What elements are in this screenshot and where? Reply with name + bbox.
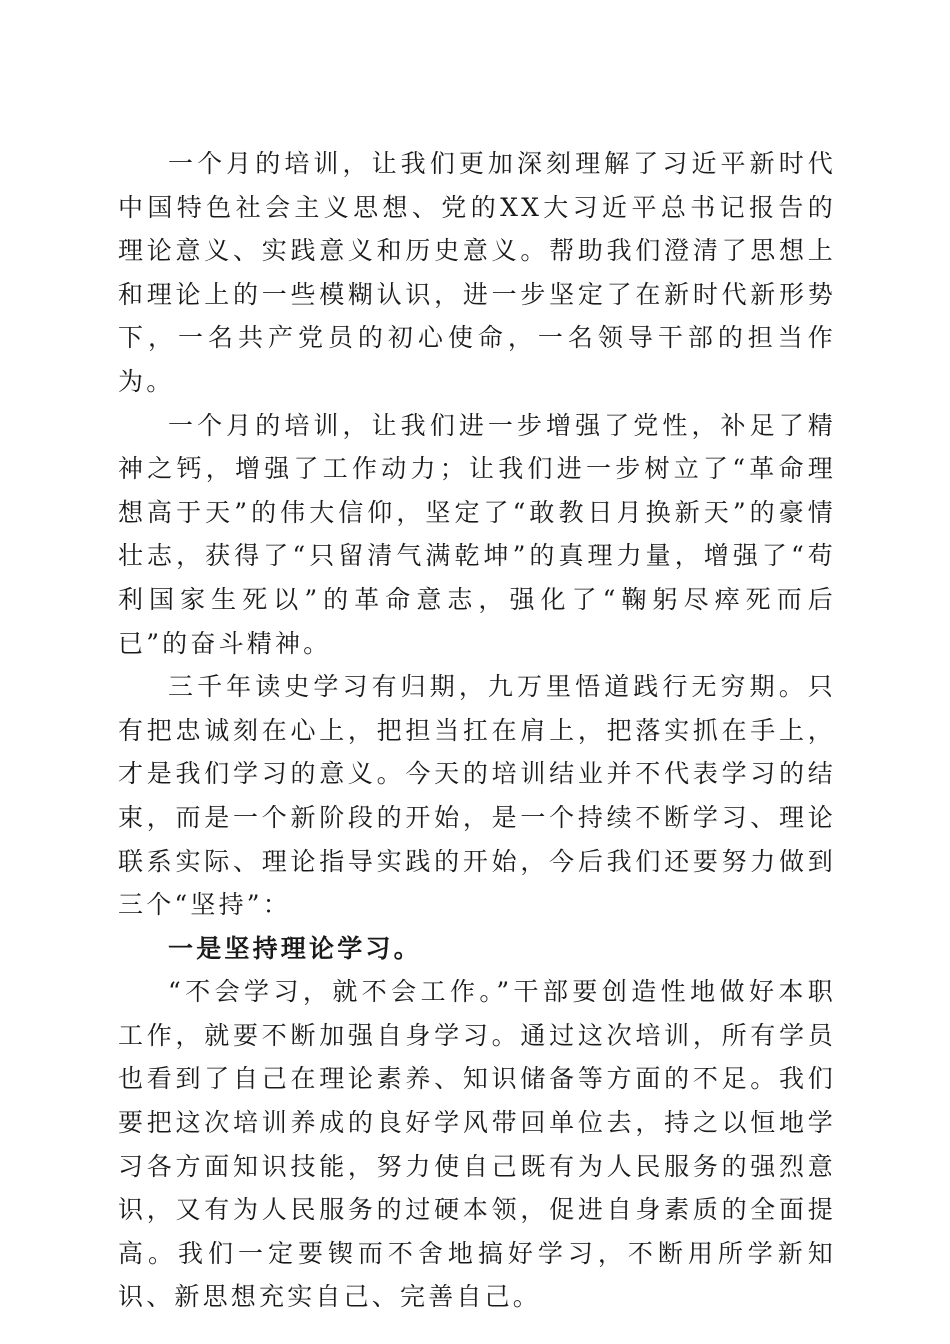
section-heading-theory-study: 一是坚持理论学习。 [168, 933, 422, 963]
paragraph-learning-meaning: 三千年读史学习有归期，九万里悟道践行无穷期。只有把忠诚刻在心上，把担当扛在肩上，把落实抓在手上，才是我们学习的意义。今天的培训结业并不代表学习的结束，而是一个新阶段的开始，是一个持续不断学习、理论联系实际、理论指导实践的开始，今后我们还要努力做到三个“坚持”： [118, 672, 836, 920]
paragraph-training-understanding: 一个月的培训，让我们更加深刻理解了习近平新时代中国特色社会主义思想、党的XX大习近平总书记报告的理论意义、实践意义和历史意义。帮助我们澄清了思想上和理论上的一些模糊认识，进一步坚定了在新时代新形势下，一名共产党员的初心使命，一名领导干部的担当作为。 [118, 149, 836, 396]
paragraph-training-party-spirit: 一个月的培训，让我们进一步增强了党性，补足了精神之钙，增强了工作动力；让我们进一步树立了“革命理想高于天”的伟大信仰，坚定了“敢教日月换新天”的豪情壮志，获得了“只留清气满乾坤”的真理力量，增强了“苟利国家生死以”的革命意志，强化了“鞠躬尽瘁死而后已”的奋斗精神。 [118, 410, 836, 658]
document-body [118, 142, 836, 1319]
paragraph-keep-learning: “不会学习，就不会工作。”干部要创造性地做好本职工作，就要不断加强自身学习。通过这次培训，所有学员也看到了自己在理论素养、知识储备等方面的不足。我们要把这次培训养成的良好学风带回单位去，持之以恒地学习各方面知识技能，努力使自己既有为人民服务的强烈意识，又有为人民服务的过硬本领，促进自身素质的全面提高。我们一定要锲而不舍地搞好学习，不断用所学新知识、新思想充实自己、完善自己。 [118, 977, 836, 1312]
